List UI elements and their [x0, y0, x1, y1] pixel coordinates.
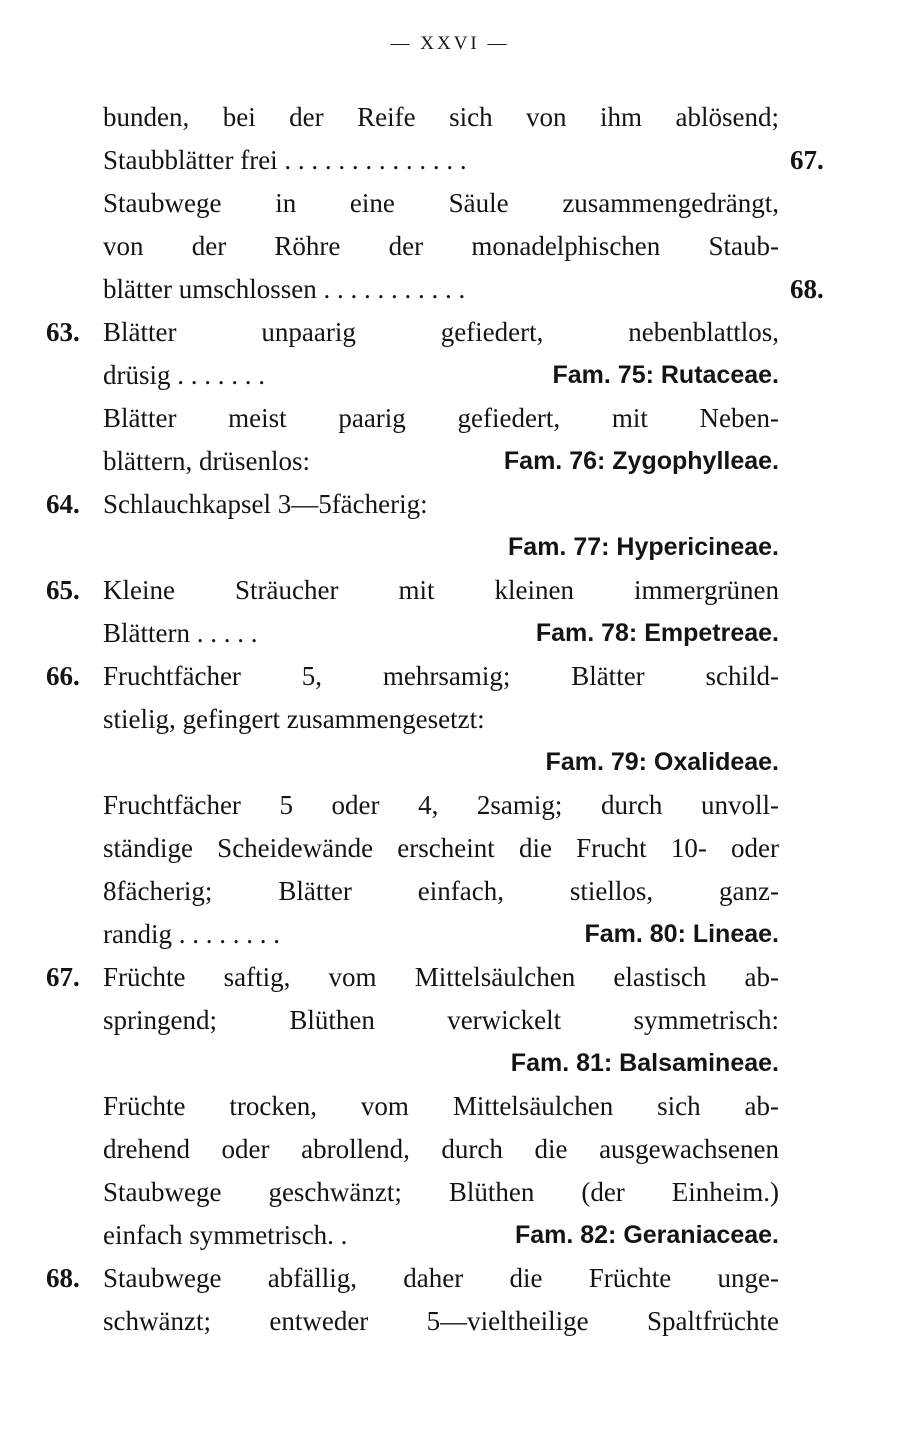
- text-line: [0, 440, 900, 483]
- key-number: 66.: [46, 661, 80, 691]
- key-number: 68.: [46, 1263, 80, 1293]
- text-line: [0, 139, 900, 182]
- text-line: [0, 999, 900, 1042]
- line-text: von der Röhre der monadelphischen Staub-: [103, 231, 779, 261]
- line-text: ständige Scheidewände erscheint die Frucht 10- oder: [103, 833, 779, 863]
- line-text: blätter umschlossen . . . . . . . . . . .: [103, 274, 466, 304]
- text-line: [0, 1171, 900, 1214]
- text-line: [0, 483, 900, 526]
- family-label: Fam. 80: Lineae.: [584, 920, 779, 948]
- family-label: Fam. 76: Zygophylleae.: [503, 447, 779, 475]
- text-line: [0, 1085, 900, 1128]
- line-lead-text: randig . . . . . . . .: [103, 919, 280, 949]
- line-text: Schlauchkapsel 3—5fächerig:: [103, 489, 428, 519]
- line-text: Staubwege abfällig, daher die Früchte unge-: [103, 1263, 779, 1293]
- text-line: [0, 741, 900, 784]
- text-line: [0, 182, 900, 225]
- text-line: [0, 96, 900, 139]
- line-text: Kleine Sträucher mit kleinen immergrünen: [103, 575, 779, 605]
- key-number: 67.: [46, 962, 80, 992]
- line-text: Früchte trocken, vom Mittelsäulchen sich ab-: [103, 1091, 779, 1121]
- text-line: [0, 698, 900, 741]
- key-reference: 67.: [790, 145, 824, 175]
- line-text: stielig, gefingert zusammengesetzt:: [103, 704, 485, 734]
- page-body: [0, 96, 900, 1343]
- text-line: [0, 784, 900, 827]
- line-text: Früchte saftig, vom Mittelsäulchen elastisch ab-: [103, 962, 779, 992]
- line-lead-text: einfach symmetrisch. .: [103, 1220, 348, 1250]
- text-line: [0, 397, 900, 440]
- line-lead-text: blättern, drüsenlos:: [103, 446, 310, 476]
- line-text: springend; Blüthen verwickelt symmetrisch:: [103, 1005, 779, 1035]
- line-text: schwänzt; entweder 5—vieltheilige Spaltfrüchte: [103, 1306, 779, 1336]
- text-line: [0, 1128, 900, 1171]
- key-reference: 68.: [790, 274, 824, 304]
- text-line: [0, 612, 900, 655]
- text-line: [0, 956, 900, 999]
- key-number: 65.: [46, 575, 80, 605]
- family-label: Fam. 82: Geraniaceae.: [514, 1221, 779, 1249]
- text-line: [0, 1214, 900, 1257]
- line-text: Staubwege geschwänzt; Blüthen (der Einheim.): [103, 1177, 779, 1207]
- line-text: drehend oder abrollend, durch die ausgewachsenen: [103, 1134, 779, 1164]
- line-lead-text: drüsig . . . . . . .: [103, 360, 265, 390]
- line-text: Staubwege in eine Säule zusammengedrängt,: [103, 188, 779, 218]
- line-text: bunden, bei der Reife sich von ihm ablösend;: [103, 102, 779, 132]
- key-number: 63.: [46, 317, 80, 347]
- line-text: Blätter meist paarig gefiedert, mit Neben-: [103, 403, 779, 433]
- text-line: [0, 655, 900, 698]
- text-line: [0, 1042, 900, 1085]
- text-line: [0, 526, 900, 569]
- family-label: Fam. 79: Oxalideae.: [545, 748, 779, 776]
- line-text: Fruchtfächer 5 oder 4, 2samig; durch unvoll-: [103, 790, 779, 820]
- text-line: [0, 870, 900, 913]
- text-line: [0, 225, 900, 268]
- text-line: [0, 569, 900, 612]
- text-line: [0, 1257, 900, 1300]
- text-line: [0, 311, 900, 354]
- line-text: 8fächerig; Blätter einfach, stiellos, ganz-: [103, 876, 779, 906]
- family-label: Fam. 81: Balsamineae.: [510, 1049, 779, 1077]
- text-line: [0, 354, 900, 397]
- line-text: Fruchtfächer 5, mehrsamig; Blätter schild-: [103, 661, 779, 691]
- page-header: — XXVI —: [390, 33, 510, 54]
- text-line: [0, 268, 900, 311]
- line-text: Staubblätter frei . . . . . . . . . . . . . .: [103, 145, 467, 175]
- key-number: 64.: [46, 489, 80, 519]
- line-lead-text: Blättern . . . . .: [103, 618, 258, 648]
- family-label: Fam. 75: Rutaceae.: [552, 361, 779, 389]
- text-line: [0, 827, 900, 870]
- family-label: Fam. 78: Empetreae.: [535, 619, 779, 647]
- text-line: [0, 1300, 900, 1343]
- text-line: [0, 913, 900, 956]
- family-label: Fam. 77: Hypericineae.: [508, 533, 779, 561]
- line-text: Blätter unpaarig gefiedert, nebenblattlos,: [103, 317, 779, 347]
